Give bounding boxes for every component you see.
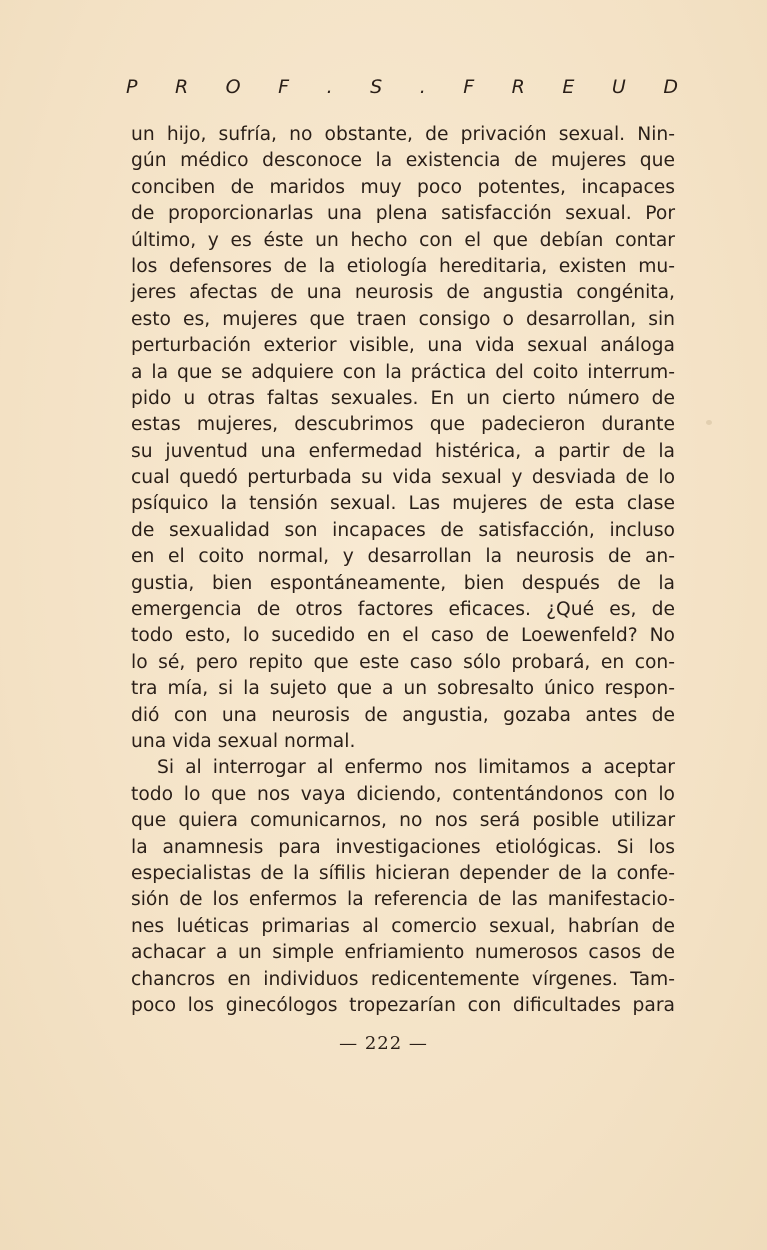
- running-head-letter: R: [174, 76, 189, 98]
- running-head-letter: F: [278, 76, 290, 98]
- running-head-letter: S: [370, 76, 383, 98]
- text-line: esto es, mujeres que traen consigo o desarrollan, sin: [131, 308, 675, 330]
- text-line: achacar a un simple enfriamiento numerosos casos de: [131, 942, 675, 964]
- text-line: su juventud una enfermedad histérica, a partir de la: [131, 440, 675, 462]
- text-line: pido u otras faltas sexuales. En un cierto número de: [131, 387, 675, 409]
- text-line: todo esto, lo sucedido en el caso de Loewenfeld? No: [131, 625, 675, 647]
- text-line: último, y es éste un hecho con el que debían contar: [131, 229, 675, 251]
- text-line: de proporcionarlas una plena satisfacción sexual. Por: [131, 203, 675, 225]
- body-text: [131, 122, 675, 1019]
- paper-speck: [706, 420, 712, 425]
- paragraph: [131, 122, 675, 755]
- text-line: perturbación exterior visible, una vida sexual análoga: [131, 335, 675, 357]
- text-line: gustia, bien espontáneamente, bien después de la: [131, 572, 675, 594]
- text-line: lo sé, pero repito que este caso sólo probará, en con-: [131, 651, 675, 673]
- text-line: estas mujeres, descubrimos que padecieron durante: [131, 414, 675, 436]
- running-head-letter: P: [126, 76, 138, 98]
- text-line: sión de los enfermos la referencia de las manifestacio-: [131, 889, 675, 911]
- text-line: la anamnesis para investigaciones etiológicas. Si los: [131, 836, 675, 858]
- page-number: — 222 —: [339, 1033, 428, 1054]
- running-head: [126, 76, 678, 98]
- running-head-letter: U: [611, 76, 626, 98]
- text-line: especialistas de la sífilis hicieran depender de la confe-: [131, 862, 675, 884]
- running-head-letter: R: [511, 76, 525, 98]
- running-head-letter: O: [225, 76, 241, 98]
- text-line: de sexualidad son incapaces de satisfacción, incluso: [131, 519, 675, 541]
- paragraph: [131, 755, 675, 1019]
- text-line: chancros en individuos redicentemente vírgenes. Tam-: [131, 968, 675, 990]
- text-line: a la que se adquiere con la práctica del coito interrum-: [131, 361, 675, 383]
- text-line: tra mía, si la sujeto que a un sobresalto único respon-: [131, 678, 675, 700]
- running-head-letter: .: [419, 76, 426, 98]
- text-line: una vida sexual normal.: [131, 730, 356, 752]
- text-line: emergencia de otros factores eficaces. ¿Qué es, de: [131, 599, 675, 621]
- text-line: que quiera comunicarnos, no nos será posible utilizar: [131, 810, 675, 832]
- text-line: en el coito normal, y desarrollan la neurosis de an-: [131, 546, 675, 568]
- text-line: dió con una neurosis de angustia, gozaba antes de: [131, 704, 675, 726]
- text-line: los defensores de la etiología hereditaria, existen mu-: [131, 255, 675, 277]
- running-head-letter: F: [463, 76, 475, 98]
- text-line: conciben de maridos muy poco potentes, incapaces: [131, 176, 675, 198]
- text-line: cual quedó perturbada su vida sexual y desviada de lo: [131, 467, 675, 489]
- running-head-letter: E: [562, 76, 575, 98]
- text-line: poco los ginecólogos tropezarían con dificultades para: [131, 994, 675, 1016]
- text-line: un hijo, sufría, no obstante, de privación sexual. Nin-: [131, 124, 675, 145]
- running-head-letter: .: [326, 76, 333, 98]
- text-line: todo lo que nos vaya diciendo, contentándonos con lo: [131, 783, 675, 805]
- text-line: gún médico desconoce la existencia de mujeres que: [131, 150, 675, 172]
- text-line: nes luéticas primarias al comercio sexual, habrían de: [131, 915, 675, 937]
- text-line: psíquico la tensión sexual. Las mujeres de esta clase: [131, 493, 675, 515]
- text-line: Si al interrogar al enfermo nos limitamos a aceptar: [157, 757, 675, 779]
- text-line: jeres afectas de una neurosis de angustia congénita,: [131, 282, 675, 304]
- running-head-letter: D: [663, 76, 678, 98]
